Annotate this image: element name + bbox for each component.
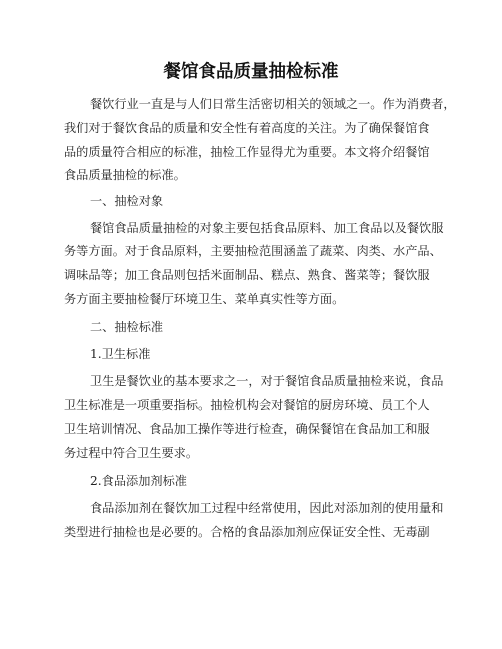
section-heading-standards: 二、抽检标准 xyxy=(90,320,164,334)
paragraph-intro-line-4: 食品质量抽检的标准。 xyxy=(64,168,186,182)
paragraph-hygiene-line-3: 卫生培训情况、食品加工操作等进行检查，确保餐馆在食品加工和服 xyxy=(64,422,430,436)
document-title: 餐馆食品质量抽检标准 xyxy=(163,62,339,82)
paragraph-subjects-line-4: 务方面主要抽检餐厅环境卫生、菜单真实性等方面。 xyxy=(64,292,345,306)
paragraph-hygiene-line-2: 卫生标准是一项重要指标。抽检机构会对餐馆的厨房环境、员工个人 xyxy=(64,398,430,412)
paragraph-subjects-line-2: 务等方面。对于食品原料，主要抽检范围涵盖了蔬菜、肉类、水产品、 xyxy=(64,244,442,258)
paragraph-subjects-line-1: 餐馆食品质量抽检的对象主要包括食品原料、加工食品以及餐饮服 xyxy=(90,221,444,235)
section-heading-subjects: 一、抽检对象 xyxy=(90,194,164,208)
paragraph-intro-line-3: 品的质量符合相应的标准，抽检工作显得尤为重要。本文将介绍餐馆 xyxy=(64,145,430,159)
paragraph-hygiene-line-4: 务过程中符合卫生要求。 xyxy=(64,446,199,460)
paragraph-subjects-line-3: 调味品等；加工食品则包括米面制品、糕点、熟食、酱菜等；餐饮服 xyxy=(64,268,430,282)
subheading-hygiene: 1.卫生标准 xyxy=(90,347,151,361)
paragraph-hygiene-line-1: 卫生是餐饮业的基本要求之一，对于餐馆食品质量抽检来说，食品 xyxy=(90,374,444,388)
paragraph-intro-line-2: 我们对于餐饮食品的质量和安全性有着高度的关注。为了确保餐馆食 xyxy=(64,121,430,135)
subheading-additives: 2.食品添加剂标准 xyxy=(90,474,187,488)
paragraph-intro-line-1: 餐饮行业一直是与人们日常生活密切相关的领域之一。作为消费者， xyxy=(90,97,456,111)
paragraph-additives-line-2: 类型进行抽检也是必要的。合格的食品添加剂应保证安全性、无毒副 xyxy=(64,525,430,539)
paragraph-additives-line-1: 食品添加剂在餐饮加工过程中经常使用，因此对添加剂的使用量和 xyxy=(90,501,444,515)
